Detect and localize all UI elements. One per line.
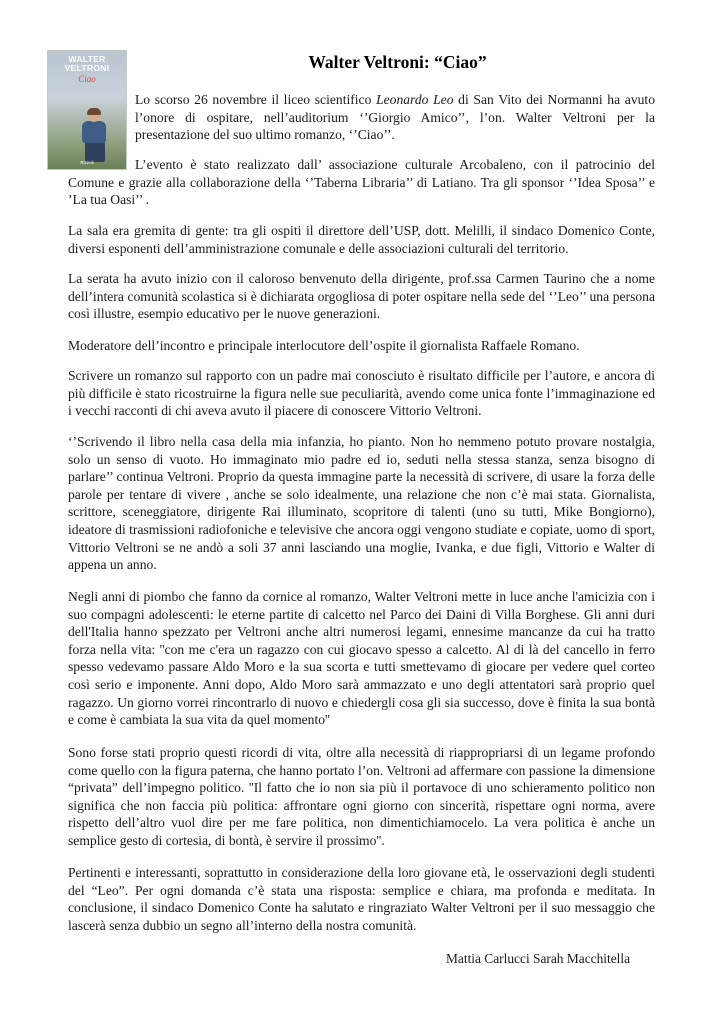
book-cover-image bbox=[48, 51, 126, 169]
paragraph-1 bbox=[135, 91, 655, 144]
p1-school-name: Leonardo Leo bbox=[376, 92, 454, 107]
paragraph-5: Moderatore dell’incontro e principale interlocutore dell’ospite il giornalista Raffaele Romano. bbox=[68, 338, 580, 353]
article-title: Walter Veltroni: “Ciao” bbox=[308, 52, 487, 72]
paragraph-9: Sono forse stati proprio questi ricordi di vita, oltre alla necessità di riappropriarsi di un legame profondo come quello con la figura paterna, che hanno portato l’on. Veltroni ad affermare con passione la dimensione “privata” dell’impegno politico. ''Il fatto che io non sia più il portavoce di uno schieramento politico non significa che non faccia più politica: affrontare ogni giorno con sincerità, rispettare ogni norma, avere rispetto dell’altro vuol dire per me fare politica, non dimentichiamocelo. La vera politica è anche un semplice gesto di cortesia, di bontà, è servire il prossimo''. bbox=[68, 745, 655, 848]
cover-author-last: VELTRONI bbox=[64, 63, 110, 73]
paragraph-7: ‘’Scrivendo il libro nella casa della mia infanzia, ho pianto. Non ho nemmeno potuto provare nostalgia, solo un senso di vuoto. Ho immaginato mio padre ed io, seduti nella stessa stanza, senza bisogno di parlare’’ continua Veltroni. Proprio da questa immagine parte la necessità di scrivere, di usare la forza delle parole per tentare di vivere , anche se solo idealmente, una relazione che non c’è mai stata. Giornalista, scrittore, sceneggiatore, dirigente Rai illuminato, scopritore di talenti (uno su tutti, Mike Bongiorno), ideatore di trasmissioni radiofoniche e televisive che ancora oggi vengono studiate e copiate, uomo di sport, Vittorio Veltroni se ne andò a soli 37 anni lasciando una moglie, Ivanka, e due figli, Vittorio e Walter di appena un anno. bbox=[68, 434, 656, 573]
paragraph-6: Scrivere un romanzo sul rapporto con un padre mai conosciuto è risultato difficile per l’autore, e ancora di più difficile è stato ricostruirne la figura nelle sue peculiarità, avendo come unica fonte l’immaginazione ed i vecchi racconti di chi aveva avuto il piacere di conoscere Vittorio Veltroni. bbox=[68, 368, 655, 419]
cover-book-title: Ciao bbox=[78, 74, 96, 84]
paragraph-4: La serata ha avuto inizio con il caloroso benvenuto della dirigente, prof.ssa Carmen Taurino che a nome dell’intera comunità scolastica si è dichiarata orgogliosa di poter ospitare nella sede del ‘’Leo’’ una persona così illustre, esempio educativo per le nuove generazioni. bbox=[68, 271, 655, 322]
cover-author-first: WALTER bbox=[68, 54, 106, 64]
article-signature: Mattia Carlucci Sarah Macchitella bbox=[446, 951, 631, 966]
cover-publisher: Rizzoli bbox=[80, 160, 94, 165]
paragraph-3: La sala era gremita di gente: tra gli ospiti il direttore dell’USP, dott. Melilli, il sindaco Domenico Conte, diversi esponenti dell’amministrazione comunale e delle associazioni culturali del territorio. bbox=[68, 223, 655, 256]
paragraph-2: L’evento è stato realizzato dall’ associazione culturale Arcobaleno, con il patrocinio del Comune e grazie alla collaborazione della ‘’Taberna Libraria’’ di Latiano. Tra gli sponsor ‘’Idea Sposa’’ e ’La tua Oasi’’ . bbox=[68, 157, 655, 208]
cover-author bbox=[48, 55, 126, 73]
paragraph-8: Negli anni di piombo che fanno da cornice al romanzo, Walter Veltroni mette in luce anche l'amicizia con i suo compagni adolescenti: le eterne partite di calcetto nel Parco dei Daini di Villa Borghese. Gli anni duri dell'Italia hanno spezzato per Veltroni anche altri numerosi legami, ennesime mancanze da cui ha tratto forza nella vita: ''con me c'era un ragazzo con cui giocavo spesso a calcetto. Al di là del cancello in ferro spesso vedevamo passare Aldo Moro e la sua scorta e tutti smettevamo di giocare per vedere quel corteo così serio e imponente. Anni dopo, Aldo Moro sarà ammazzato e uno degli attentatori sarà proprio quel ragazzo. Un giorno vorrei rincontrarlo di nuovo e chiedergli cosa gli sia successo, dove è finita la sua bontà e come è cambiata la sua vita da quel momento'' bbox=[68, 589, 655, 728]
p1-text-end: di San Vito dei Normanni ha avuto l’onore di ospitare, nell’auditorium ‘’Giorgio Amico’’, l’on. Walter Veltroni per la presentazione del suo ultimo romanzo, ‘’Ciao’’. bbox=[135, 92, 656, 143]
paragraph-10: Pertinenti e interessanti, soprattutto in considerazione della loro giovane età, le osservazioni degli studenti del “Leo”. Per ogni domanda c’è stata una risposta: semplice e chiara, ma profonda e meditata. In conclusione, il sindaco Domenico Conte ha salutato e ringraziato Walter Veltroni per il suo messaggio che lascerà senza dubbio un segno all’interno della nostra comunità. bbox=[68, 865, 655, 933]
p1-text-start: Lo scorso 26 novembre il liceo scientifico bbox=[135, 92, 377, 107]
